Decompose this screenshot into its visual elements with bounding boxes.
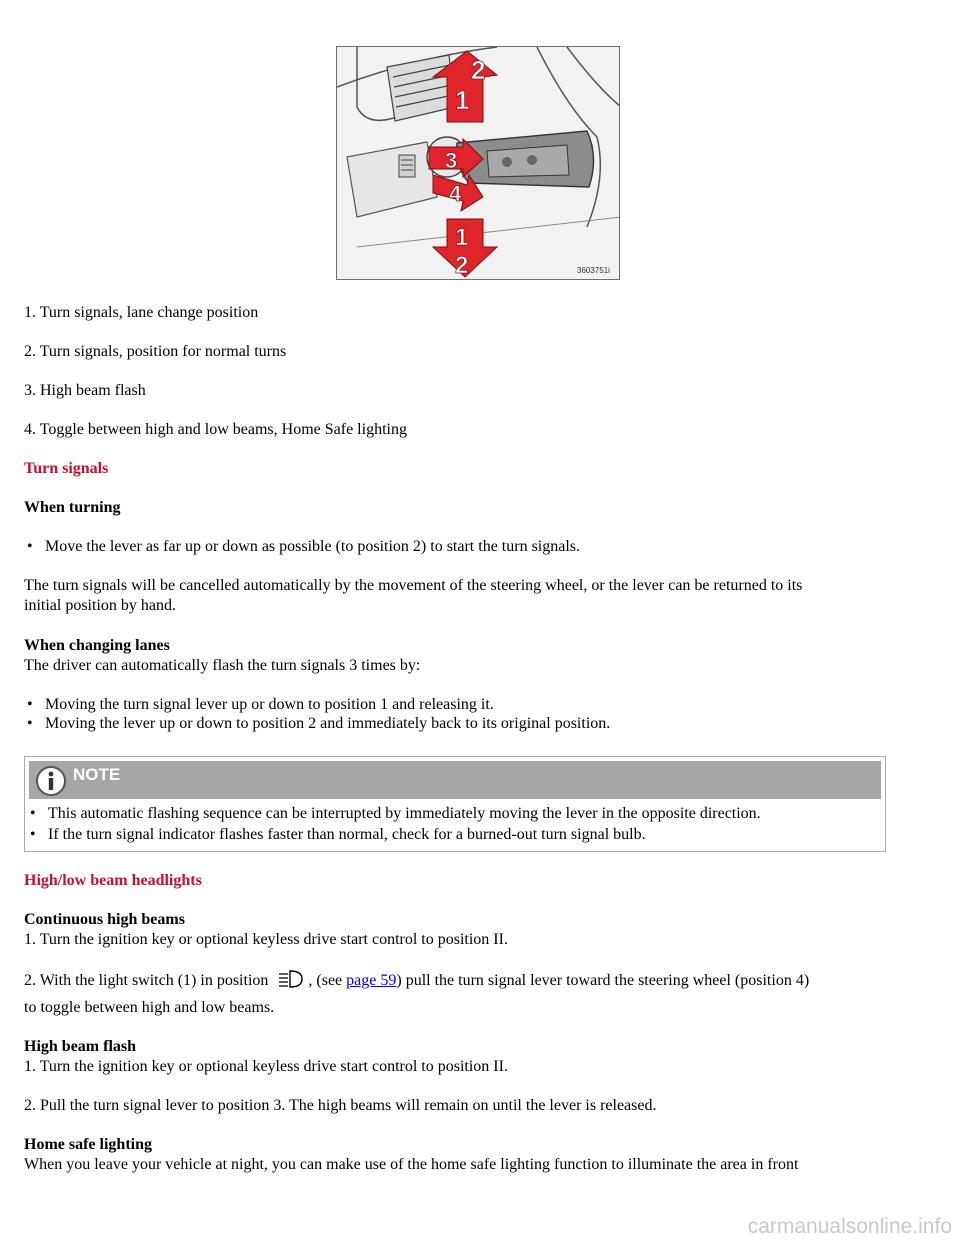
legend-item-2: 2. Turn signals, position for normal turns: [24, 343, 287, 360]
flash-step-2: 2. Pull the turn signal lever to position 3. The high beams will remain on until the lever is released.: [24, 1097, 657, 1114]
list-item: • This automatic flashing sequence can be interrupted by immediately moving the lever in the opposite direction.: [27, 803, 761, 824]
turn-signals-heading: Turn signals: [24, 460, 109, 477]
step2-text-a: 2. With the light switch (1) in position: [24, 972, 269, 989]
changing-lanes-text: The driver can automatically flash the turn signals 3 times by:: [24, 657, 421, 674]
flash-step-1: 1. Turn the ignition key or optional keyless drive start control to position II.: [24, 1058, 508, 1075]
note-box: [24, 756, 886, 852]
continuous-step-1: 1. Turn the ignition key or optional keyless drive start control to position II.: [24, 931, 508, 948]
turn-signal-lever-figure: [336, 46, 620, 280]
list-item: • Move the lever as far up or down as possible (to position 2) to start the turn signals.: [24, 537, 580, 556]
legend-item-1: 1. Turn signals, lane change position: [24, 304, 259, 321]
changing-lanes-list: [24, 695, 610, 733]
high-beam-flash-title: High beam flash: [24, 1038, 137, 1055]
lever-illustration: [337, 47, 620, 280]
home-safe-lighting-title: Home safe lighting: [24, 1136, 152, 1153]
when-turning-list: [24, 537, 580, 556]
continuous-step-2-line2: to toggle between high and low beams.: [24, 999, 275, 1016]
arrow-label-2-bottom: 2: [455, 252, 469, 279]
arrow-label-1-bottom: 1: [455, 224, 469, 251]
cancel-text-line2: initial position by hand.: [24, 597, 176, 614]
arrow-label-2-top: 2: [471, 55, 486, 85]
info-icon: [35, 765, 67, 797]
page-59-link[interactable]: page 59: [346, 972, 397, 989]
continuous-high-beams-title: Continuous high beams: [24, 911, 185, 928]
step2-text-c: ) pull the turn signal lever toward the steering wheel (position 4): [396, 972, 810, 989]
arrow-label-4: 4: [449, 181, 462, 206]
figure-code: 3603751i: [577, 266, 610, 275]
arrow-label-3: 3: [445, 148, 458, 173]
note-header: [29, 761, 881, 799]
watermark: carmanualsonline.info: [747, 1215, 952, 1238]
changing-lanes-title: When changing lanes: [24, 637, 170, 654]
continuous-step-2: [24, 968, 809, 990]
beams-heading: High/low beam headlights: [24, 872, 202, 889]
legend-item-4: 4. Toggle between high and low beams, Home Safe lighting: [24, 421, 407, 438]
note-title: NOTE: [73, 765, 121, 784]
arrow-label-1-top: 1: [455, 85, 470, 115]
step2-text-b: , (see: [308, 972, 343, 989]
headlight-icon: [276, 968, 306, 990]
list-item: • Moving the lever up or down to position 2 and immediately back to its original position.: [24, 714, 610, 733]
legend-item-3: 3. High beam flash: [24, 382, 146, 399]
home-safe-lighting-text: When you leave your vehicle at night, you can make use of the home safe lighting function to illuminate the area in front: [24, 1156, 799, 1173]
note-list: [27, 803, 761, 845]
list-item: • If the turn signal indicator flashes faster than normal, check for a burned-out turn signal bulb.: [27, 824, 761, 845]
when-turning-title: When turning: [24, 499, 121, 516]
cancel-text-line1: The turn signals will be cancelled automatically by the movement of the steering wheel, or the lever can be returned to its: [24, 577, 803, 594]
list-item: • Moving the turn signal lever up or down to position 1 and releasing it.: [24, 695, 610, 714]
